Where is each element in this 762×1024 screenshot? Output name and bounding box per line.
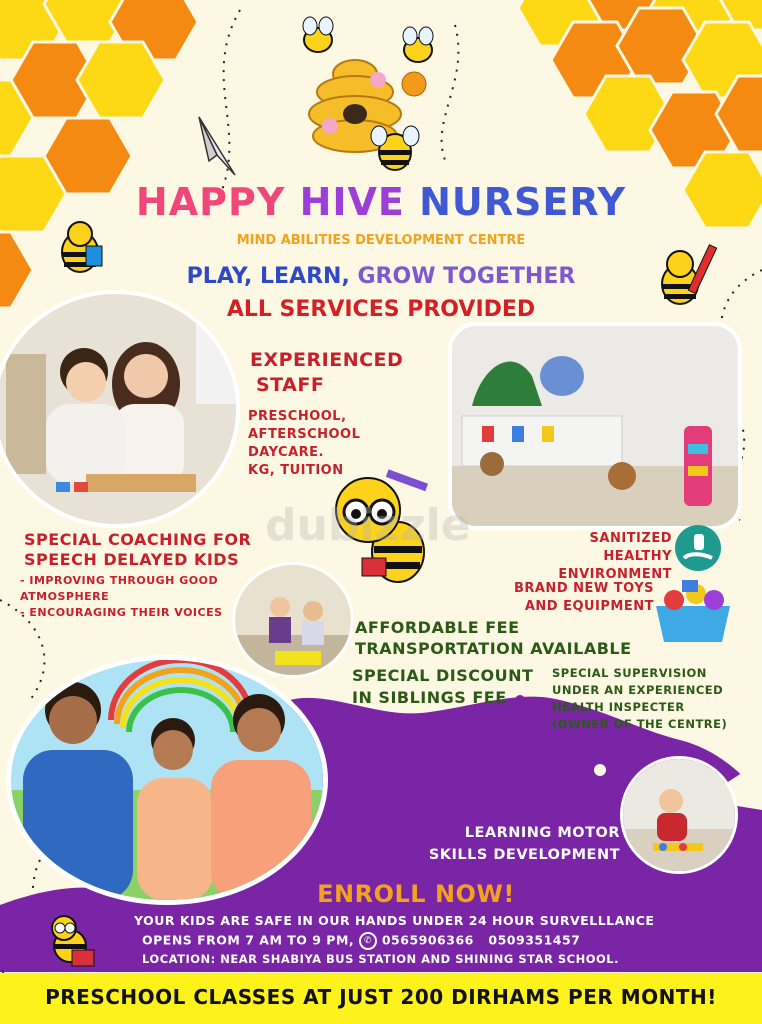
supervision-line: (OWNER OF THE CENTRE) [552, 717, 728, 731]
coaching-heading-line1: SPECIAL COACHING FOR [24, 530, 252, 549]
enroll-heading: ENROLL NOW! [317, 880, 515, 908]
staff-services-list [248, 408, 360, 480]
title-word-hive: HIVE [299, 180, 405, 224]
supervision-line: UNDER AN EXPERIENCED [552, 683, 724, 697]
services-heading: ALL SERVICES PROVIDED [226, 297, 536, 322]
supervision-line: SPECIAL SUPERVISION [552, 666, 707, 680]
fee-line1: AFFORDABLE FEE [355, 618, 520, 637]
title-word-happy: HAPPY [135, 180, 286, 224]
fee-text [355, 617, 632, 659]
coaching-point: - IMPROVING THROUGH GOOD [20, 574, 219, 587]
discount-text [352, 665, 533, 709]
tagline-part1: PLAY, LEARN, [186, 264, 350, 289]
staff-heading-line1: EXPERIENCED [250, 349, 404, 371]
staff-service-item: KG, TUITION [248, 463, 344, 478]
supervision-line: HEALTH INSPECTER [552, 700, 685, 714]
title-word-nursery: NURSERY [419, 180, 627, 224]
toys-line2: AND EQUIPMENT [524, 599, 654, 614]
sanitizer-icon [674, 524, 722, 572]
safety-text: YOUR KIDS ARE SAFE IN OUR HANDS UNDER 24 HOUR SURVELLLANCE [134, 913, 655, 928]
toy-box-icon [652, 576, 734, 648]
location-text: LOCATION: NEAR SHABIYA BUS STATION AND SHINING STAR SCHOOL. [142, 952, 619, 966]
supervision-text [552, 665, 727, 733]
staff-service-item: DAYCARE. [248, 445, 324, 460]
sanitized-line1: SANITIZED [589, 531, 672, 546]
phone-number-2[interactable]: 0509351457 [488, 932, 581, 948]
phone-number-1[interactable]: 0565906366 [381, 932, 474, 948]
coaching-heading [24, 530, 251, 570]
coaching-point: - ENCOURAGING THEIR VOICES [20, 606, 223, 619]
offer-text: PRESCHOOL CLASSES AT JUST 200 DIRHAMS PER MONTH! [45, 985, 717, 1009]
opening-hours: OPENS FROM 7 AM TO 9 PM, [142, 932, 355, 948]
teacher-child-photo [0, 290, 240, 528]
coaching-heading-line2: SPEECH DELAYED KIDS [24, 550, 240, 569]
kids-photo [6, 655, 328, 905]
toys-line1: BRAND NEW TOYS [513, 581, 654, 596]
sanitized-text [490, 530, 672, 584]
bee-icon [42, 910, 102, 970]
classroom-photo [232, 562, 354, 678]
playroom-photo [448, 322, 742, 530]
fee-line2: TRANSPORTATION AVAILABLE [355, 639, 632, 658]
discount-line2: IN SIBLINGS FEE [352, 688, 507, 707]
tagline-part2: GROW TOGETHER [357, 264, 576, 289]
paper-plane-icon [195, 115, 240, 185]
toddler-photo [620, 756, 738, 874]
phone-icon: ✆ [359, 932, 377, 950]
motor-line1: LEARNING MOTOR [464, 825, 620, 841]
coaching-point: ATMOSPHERE [20, 590, 110, 603]
motor-line2: SKILLS DEVELOPMENT [428, 847, 620, 863]
discount-line1: SPECIAL DISCOUNT [352, 666, 534, 685]
staff-service-item: PRESCHOOL, [248, 409, 347, 424]
tagline [0, 264, 762, 289]
coaching-points [20, 573, 223, 621]
subtitle: MIND ABILITIES DEVELOPMENT CENTRE [236, 233, 526, 248]
nursery-title [0, 180, 762, 224]
hours-line [142, 932, 580, 950]
staff-service-item: AFTERSCHOOL [248, 427, 361, 442]
toys-text [500, 580, 654, 616]
sanitized-line2: HEALTHY ENVIRONMENT [558, 549, 672, 582]
staff-heading [250, 348, 403, 398]
beehive-icon [290, 14, 460, 184]
motor-skills-text [420, 822, 620, 866]
staff-heading-line2: STAFF [256, 374, 325, 396]
watermark: dubizzle [265, 500, 471, 551]
